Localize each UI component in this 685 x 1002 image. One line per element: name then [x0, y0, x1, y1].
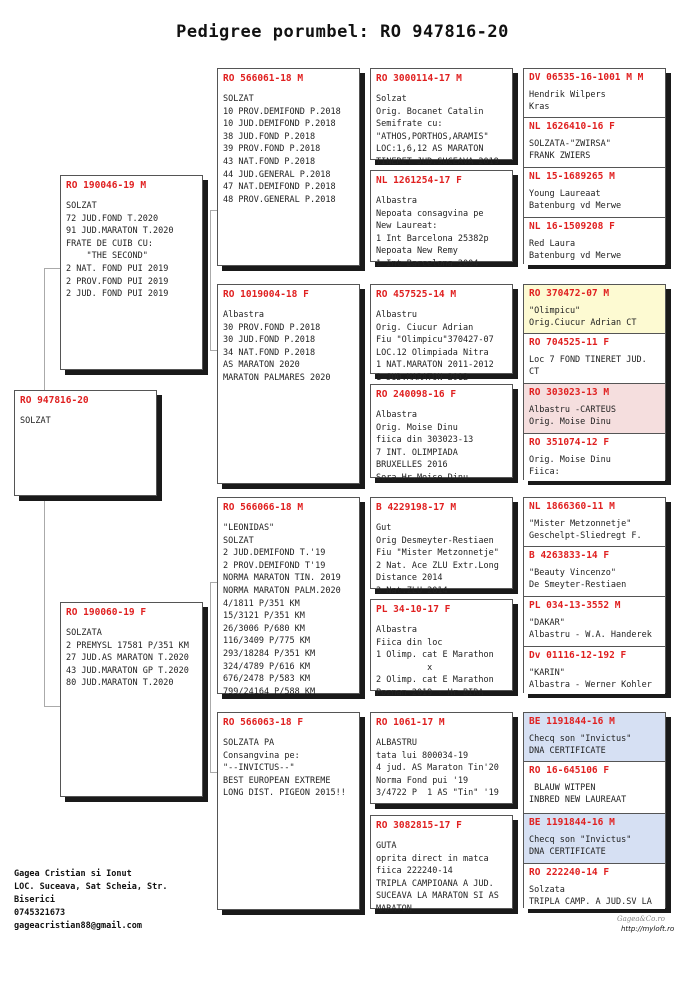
breeder-address-street: Biserici	[14, 895, 55, 905]
gggp-entry: NL 16-1509208 F Red Laura Batenburg vd Merwe	[524, 217, 665, 265]
gggp-entry: NL 1866360-11 M "Mister Metzonnetje" Geschelpt-Sliedregt F.	[524, 498, 665, 546]
great-grandparent-card: RO 1061-17 M ALBASTRU tata lui 800034-19 4 jud. AS Maraton Tin'20 Norma Fond pui '19 3/4722 P 1 AS "Tin" '19	[370, 712, 513, 804]
breeder-name: Gagea Cristian si Ionut	[14, 869, 132, 879]
gggp-entry: RO 351074-12 F Orig. Moise Dinu Fiica:	[524, 433, 665, 481]
gggp-entry: RO 222240-14 F Solzata TRIPLA CAMP. A JUD.SV LA	[524, 863, 665, 909]
subject-details: SOLZAT	[20, 416, 51, 426]
sire-ring: RO 190046-19 M	[66, 180, 147, 191]
gggp-entry: RO 704525-11 F Loc 7 FOND TINERET JUD. CT	[524, 333, 665, 383]
page-title: Pedigree porumbel: RO 947816-20	[176, 22, 509, 42]
great-grandparent-card: RO 3082815-17 F GUTA oprita direct in matca fiica 222240-14 TRIPLA CAMPIOANA A JUD. SUCEAVA LA MARATON SI AS MARATON	[370, 815, 513, 909]
gggp-pair-card	[523, 712, 666, 908]
gggp-entry: Dv 01116-12-192 F "KARIN" Albastra - Werner Kohler	[524, 646, 665, 694]
breeder-email[interactable]: gageacristian88@gmail.com	[14, 921, 142, 931]
dam-ring: RO 190060-19 F	[66, 607, 147, 618]
grandparent-card: RO 566063-18 F SOLZATA PA Consangvina pe: "--INVICTUS--" BEST EUROPEAN EXTREME LONG DIST. PIGEON 2015!!	[217, 712, 360, 910]
grandparent-card: RO 1019004-18 F Albastra 30 PROV.FOND P.2018 30 JUD.FOND P.2018 34 NAT.FOND P.2018 AS MARATON 2020 MARATON PALMARES 2020	[217, 284, 360, 484]
gggp-entry: RO 303023-13 M Albastru -CARTEUS Orig. Moise Dinu	[524, 383, 665, 433]
pedigree-subject-card	[14, 390, 157, 496]
gggp-entry: DV 06535-16-1001 M M Hendrik Wilpers Kras	[524, 69, 665, 117]
gggp-entry: RO 16-645106 F BLAUW WITPEN INBRED NEW LAUREAAT	[524, 761, 665, 813]
gggp-pair-card	[523, 284, 666, 480]
great-grandparent-card: RO 3000114-17 M Solzat Orig. Bocanet Catalin Semifrate cu: "ATHOS,PORTHOS,ARAMIS" LOC:1,6,12 AS MARATON TINERET JUD.SUCEAVA 2019	[370, 68, 513, 160]
great-grandparent-card: PL 34-10-17 F Albastra Fiica din loc 1 Olimp. cat E Marathon x 2 Olimp. cat E Marathon Poznan 2019 - Hr BIRA	[370, 599, 513, 691]
grandparent-card: RO 566066-18 M "LEONIDAS" SOLZAT 2 JUD.DEMIFOND T.'19 2 PROV.DEMIFOND T'19 NORMA MARATON TIN. 2019 NORMA MARATON PALM.2020 4/1811 P/351 KM 15/3121 P/351 KM 26/3006 P/680 KM 116/3409 P/775 KM 293/18284 P/351 KM 324/4789 P/616 KM 676/2478 P/583 KM 799/24164 P/588 KM	[217, 497, 360, 694]
sire-card	[60, 175, 203, 370]
gggp-entry: RO 370472-07 M "Olimpicu" Orig.Ciucur Adrian CT	[524, 285, 665, 333]
subject-ring: RO 947816-20	[20, 395, 89, 406]
breeder-address: LOC. Suceava, Sat Scheia, Str.	[14, 882, 168, 892]
gggp-entry: BE 1191844-16 M Checq son "Invictus" DNA CERTIFICATE	[524, 813, 665, 863]
grandparent-card: RO 566061-18 M SOLZAT 10 PROV.DEMIFOND P.2018 10 JUD.DEMIFOND P.2018 38 JUD.FOND P.2018 39 PROV.FOND P.2018 43 NAT.FOND P.2018 44 JUD.GENERAL P.2018 47 NAT.DEMIFOND P.2018 48 PROV.GENERAL P.2018	[217, 68, 360, 266]
website-link[interactable]: http://myloft.ro	[621, 925, 675, 933]
breeder-contact	[14, 868, 214, 933]
great-grandparent-card: RO 240098-16 F Albastra Orig. Moise Dinu fiica din 303023-13 7 INT. OLIMPIADA BRUXELLES 2016 Sora Hr.Moise Dinu	[370, 384, 513, 478]
dam-card	[60, 602, 203, 797]
gggp-entry: B 4263833-14 F "Beauty Vincenzo" De Smeyter-Restiaen	[524, 546, 665, 596]
gggp-pair-card	[523, 497, 666, 693]
great-grandparent-card: B 4229198-17 M Gut Orig Desmeyter-Restiaen Fiu "Mister Metzonnetje" 2 Nat. Ace ZLU Extr.Long Distance 2014 3 Nat.ZLU 2014	[370, 497, 513, 589]
dam-details: SOLZATA 2 PREMYSL 17581 P/351 KM 27 JUD.AS MARATON T.2020 43 JUD.MARATON GP T.2020 80 JUD.MARATON T.2020	[66, 628, 189, 689]
great-grandparent-card: NL 1261254-17 F Albastra Nepoata consagvina pe New Laureat: 1 Int Barcelona 25382p Nepoata New Remy 1 Int Barcelona 2004	[370, 170, 513, 262]
great-grandparent-card: RO 457525-14 M Albastru Orig. Ciucur Adrian Fiu "Olimpicu"370427-07 LOC.12 Olimpiada Nitra 1 NAT.MARATON 2011-2012 1 JUD.MARATON 2012	[370, 284, 513, 374]
gggp-entry: BE 1191844-16 M Checq son "Invictus" DNA CERTIFICATE	[524, 713, 665, 761]
sire-details: SOLZAT 72 JUD.FOND T.2020 91 JUD.MARATON T.2020 FRATE DE CUIB CU: "THE SECOND" 2 NAT. FOND PUI 2019 2 PROV.FOND PUI 2019 2 JUD. FOND PUI 2019	[66, 201, 174, 300]
gggp-entry: NL 15-1689265 M Young Laureaat Batenburg vd Merwe	[524, 167, 665, 217]
signature: Gagea&Co.ro	[617, 915, 666, 923]
gggp-entry: PL 034-13-3552 M "DAKAR" Albastru - W.A. Handerek	[524, 596, 665, 646]
breeder-phone: 0745321673	[14, 908, 66, 918]
gggp-pair-card	[523, 68, 666, 264]
gggp-entry: NL 1626410-16 F SOLZATA-"ZWIRSA" FRANK ZWIERS	[524, 117, 665, 167]
